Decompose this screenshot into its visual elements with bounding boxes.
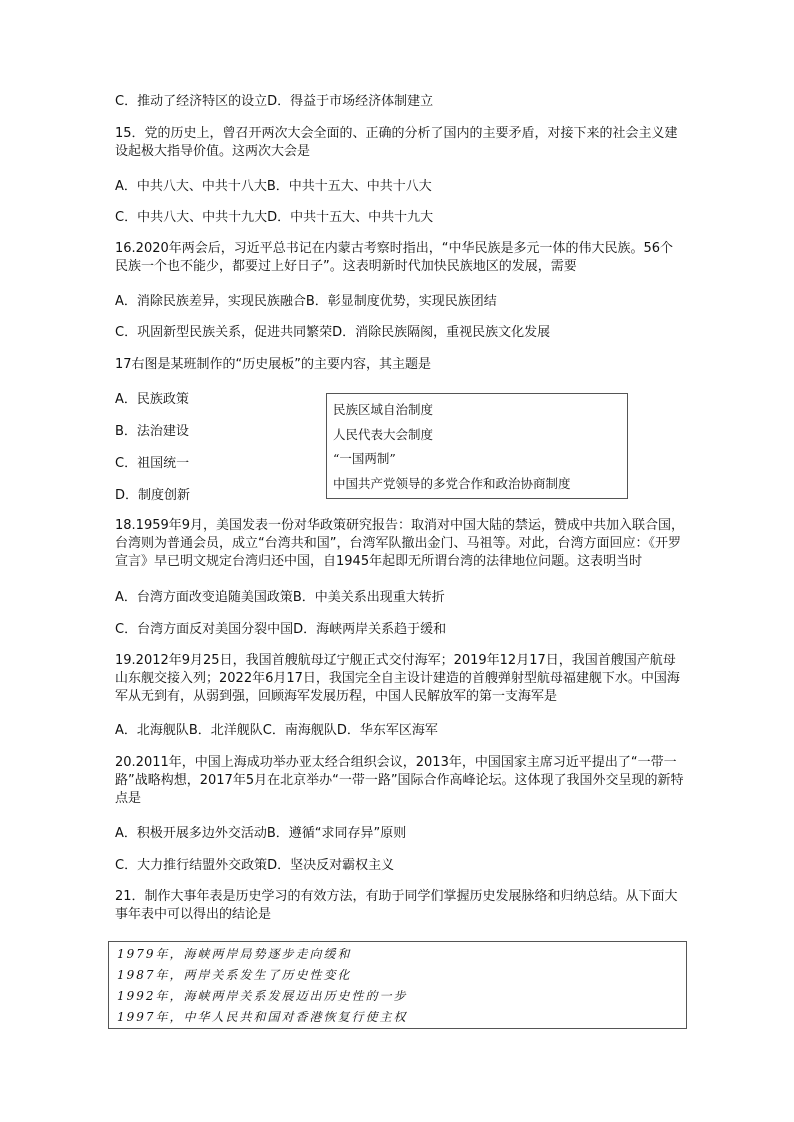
q15-options-ab: A．中共八大、中共十八大B．中共十五大、中共十八大 [115, 179, 432, 194]
history-board [326, 393, 628, 499]
q20-options-ab: A．积极开展多边外交活动B．遵循“求同存异”原则 [115, 826, 407, 841]
q18-options-ab: A．台湾方面改变追随美国政策B．中美关系出现重大转折 [115, 590, 445, 605]
board-item: 中国共产党领导的多党合作和政治协商制度 [333, 475, 571, 491]
q17-option-b: B．法治建设 [115, 424, 189, 439]
board-item: “一国两制” [333, 451, 396, 466]
timeline-event: 1997年，中华人民共和国对香港恢复行使主权 [117, 1010, 408, 1024]
q15-options-cd: C．中共八大、中共十九大D．中共十五大、中共十九大 [115, 210, 434, 225]
q15-stem: 15．党的历史上，曾召开两次大会全面的、正确的分析了国内的主要矛盾，对接下来的社会主义建设起极大指导价值。这两次大会是 [115, 126, 678, 159]
q17-option-a: A．民族政策 [115, 392, 189, 407]
q17-option-c: C．祖国统一 [115, 456, 190, 471]
event-timeline [108, 941, 687, 1029]
q18-stem: 18.1959年9月，美国发表一份对华政策研究报告：取消对中国大陆的禁运，赞成中共加入联合国，台湾则为普通会员，成立“台湾共和国”，台湾军队撤出金门、马祖等。对此，台湾方面回应：《开罗宣言》早已明文规定台湾归还中国，自1945年起即无所谓台湾的法律地位问题。这表明当时 [115, 518, 685, 569]
q19-stem: 19.2012年9月25日，我国首艘航母辽宁舰正式交付海军；2019年12月17日，我国首艘国产航母山东舰交接入列；2022年6月17日，我国完全自主设计建造的首艘弹射型航母福建舰下水。中国海军从无到有，从弱到强，回顾海军发展历程，中国人民解放军的第一支海军是 [115, 653, 680, 704]
q14-options-cd: C．推动了经济特区的设立D．得益于市场经济体制建立 [115, 94, 434, 109]
timeline-event: 1987年，两岸关系发生了历史性变化 [117, 968, 352, 982]
q20-stem: 20.2011年，中国上海成功举办亚太经合组织会议，2013年，中国国家主席习近平提出了“一带一路”战略构想，2017年5月在北京举办“一带一路”国际合作高峰论坛。这体现了我国外交呈现的新特点是 [115, 755, 684, 806]
q20-options-cd: C．大力推行结盟外交政策D．坚决反对霸权主义 [115, 858, 395, 873]
q16-options-cd: C．巩固新型民族关系，促进共同繁荣D．消除民族隔阂，重视民族文化发展 [115, 325, 551, 340]
q21-stem: 21．制作大事年表是历史学习的有效方法，有助于同学们掌握历史发展脉络和归纳总结。从下面大事年表中可以得出的结论是 [115, 889, 678, 922]
timeline-event: 1992年，海峡两岸关系发展迈出历史性的一步 [117, 989, 408, 1003]
q16-stem: 16.2020年两会后，习近平总书记在内蒙古考察时指出，“中华民族是多元一体的伟大民族。56个民族一个也不能少，都要过上好日子”。这表明新时代加快民族地区的发展，需要 [115, 241, 674, 274]
q18-options-cd: C．台湾方面反对美国分裂中国D．海峡两岸关系趋于缓和 [115, 622, 447, 637]
q19-options: A．北海舰队B．北洋舰队C．南海舰队D．华东军区海军 [115, 723, 438, 738]
board-item: 民族区域自治制度 [333, 402, 434, 417]
q17-stem: 17右图是某班制作的“历史展板”的主要内容，其主题是 [115, 357, 432, 372]
timeline-event: 1979年，海峡两岸局势逐步走向缓和 [117, 947, 352, 961]
q16-options-ab: A．消除民族差异，实现民族融合B．彰显制度优势，实现民族团结 [115, 294, 497, 309]
board-item: 人民代表大会制度 [333, 426, 434, 442]
q17-option-d: D．制度创新 [115, 488, 191, 503]
